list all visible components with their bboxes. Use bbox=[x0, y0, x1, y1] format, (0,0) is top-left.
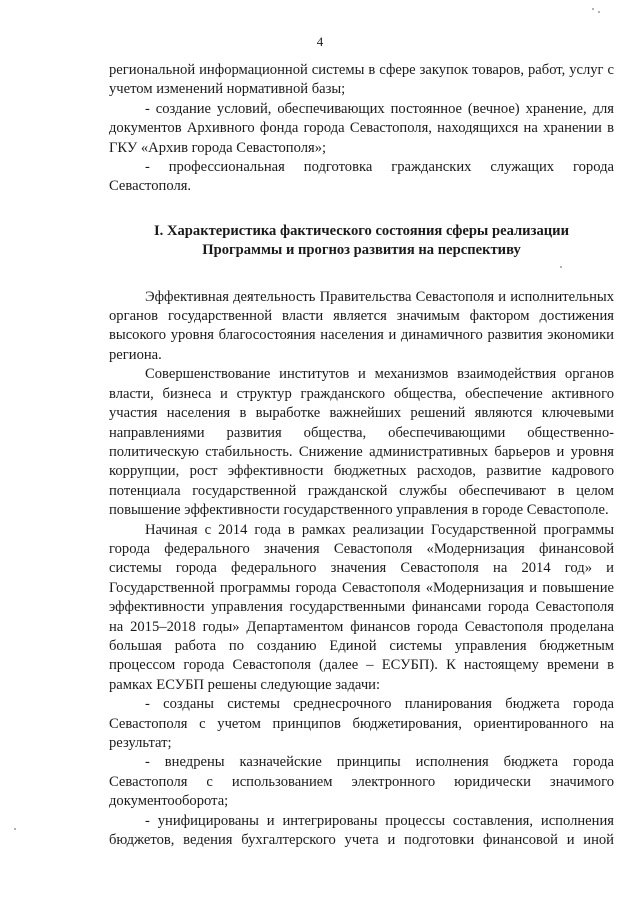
document-body bbox=[109, 61, 614, 850]
paragraph: Совершенствование институтов и механизмов взаимодействия органов власти, бизнеса и структур гражданского общества, обеспечение активного участия населения в выработке важнейших решений являются ключевыми направлениями развития общества, обеспечивающими общественно-политическую стабильность. Снижение административных барьеров и уровня коррупции, рост эффективности бюджетных расходов, развитие кадрового потенциала государственной гражданской службы обеспечивают в целом повышение эффективности государственного управления в городе Севастополе. bbox=[109, 366, 614, 519]
list-item: - унифицированы и интегрированы процессы составления, исполнения бюджетов, ведения бухгалтерского учета и подготовки финансовой и иной bbox=[109, 812, 614, 849]
scan-speck bbox=[592, 8, 594, 10]
scan-speck bbox=[560, 266, 562, 268]
scan-speck bbox=[598, 11, 600, 13]
scan-speck bbox=[14, 828, 16, 830]
list-item: - создание условий, обеспечивающих постоянное (вечное) хранение, для документов Архивного фонда города Севастополя, находящихся на хранении в ГКУ «Архив города Севастополя»; bbox=[109, 100, 614, 156]
list-item: - созданы системы среднесрочного планирования бюджета города Севастополя с учетом принципов бюджетирования, ориентированного на результат; bbox=[109, 696, 614, 751]
paragraph: региональной информационной системы в сфере закупок товаров, работ, услуг с учетом изменений нормативной базы; bbox=[109, 62, 614, 98]
section-heading bbox=[109, 222, 614, 261]
page-number: 4 bbox=[316, 34, 324, 49]
paragraph: Эффективная деятельность Правительства Севастополя и исполнительных органов государственной власти является значимым фактором достижения высокого уровня благосостояния населения и динамичного развития экономики региона. bbox=[109, 288, 614, 363]
section-heading-line-1: I. Характеристика фактического состояния сферы реализации bbox=[154, 222, 569, 239]
list-item: - внедрены казначейские принципы исполнения бюджета города Севастополя с использованием электронного юридически значимого документооборота; bbox=[109, 754, 614, 810]
list-item: - профессиональная подготовка гражданских служащих города Севастополя. bbox=[109, 159, 614, 195]
section-heading-line-2: Программы и прогноз развития на перспективу bbox=[202, 242, 521, 259]
paragraph: Начиная с 2014 года в рамках реализации Государственной программы города федерального значения Севастополя «Модернизация финансовой системы города федерального значения Севастополя на 2014 год» и Государственной программы города Севастополя «Модернизация и повышение эффективности управления государственными финансами города Севастополя на 2015–2018 годы» Департаментом финансов города Севастополя проделана большая работа по созданию Единой системы управления бюджетным процессом города Севастополя (далее – ЕСУБП). К настоящему времени в рамках ЕСУБП решены следующие задачи: bbox=[109, 521, 614, 693]
